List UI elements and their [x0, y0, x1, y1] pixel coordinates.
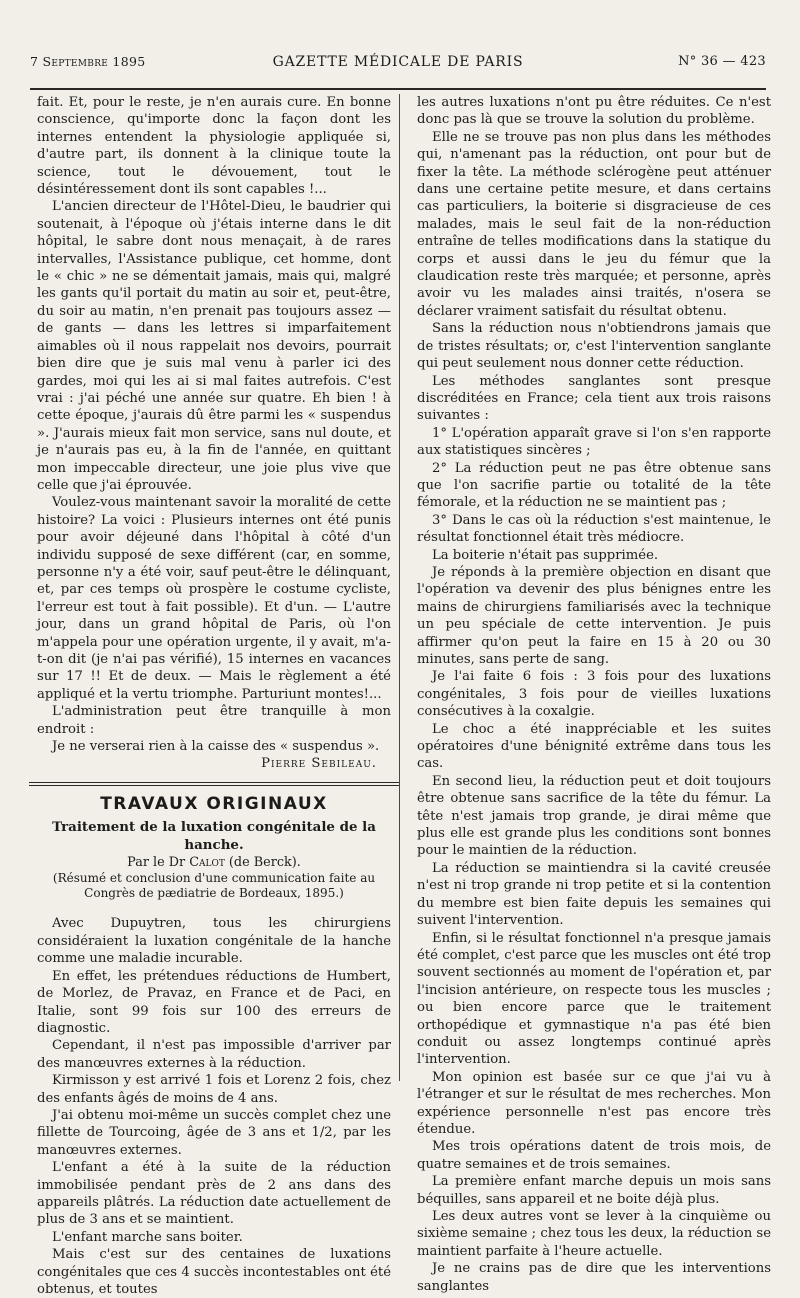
article-paragraph: Kirmisson y est arrivé 1 fois et Lorenz 2 fois, chez des enfants âgés de moins de 4 ans. — [37, 1073, 391, 1106]
paragraph: Je ne verserai rien à la caisse des « suspendus ». — [52, 739, 380, 755]
paragraph: Elle ne se trouve pas non plus dans les méthodes qui, n'amenant pas la réduction, ont pour but de fixer la tête. La méthode sclérogène peut atténuer dans une certaine petite mesure, et dans certains cas particuliers, la boiterie si disgracieuse de ces malades, mais le seul fait de la non-réduction entraîne de telles modifications dans la statique du corps et aussi dans le jeu du fémur que la claudication reste très marquée; et personne, après avoir vu les malades ainsi traités, n'osera se déclarer vraiment satisfait du résultat obtenu. — [417, 129, 771, 319]
paragraph: En second lieu, la réduction peut et doit toujours être obtenue sans sacrifice de la tête du fémur. La tête n'est jamais trop grande, je dirai même que plus elle est grande plus les conditions sont bonnes pour le maintien de la réduction. — [417, 773, 771, 859]
article-title: Traitement de la luxation congénitale de la hanche. — [52, 819, 376, 853]
section-title: TRAVAUX ORIGINAUX — [100, 793, 328, 814]
byline-prefix: Par le Dr — [127, 855, 190, 871]
paragraph: Les méthodes sanglantes sont presque discréditées en France; cela tient aux trois raisons suivantes : — [417, 373, 771, 424]
header-rule — [30, 88, 766, 90]
paragraph: Le choc a été inappréciable et les suites opératoires d'une bénignité extrême dans tous les cas. — [417, 721, 771, 772]
paragraph: La réduction se maintiendra si la cavité creusée n'est ni trop grande ni trop petite et si la contention du membre est bien faite depuis les semaines qui suivent l'intervention. — [417, 860, 771, 929]
paragraph: Voulez-vous maintenant savoir la moralité de cette histoire? La voici : Plusieurs internes ont été punis pour avoir déjeuné dans l'hôpital à côté d'un individu supposé de sexe différent (car, en somme, personne n'y a été voir, sauf peut-être le délinquant, et, par ces temps où prospère le costume cycliste, l'erreur est tout à fait possible). Et d'un. — L'autre jour, dans un grand hôpital de Paris, où l'on m'appela pour une opération urgente, il y avait, m'a-t-on dit (je n'ai pas vérifié), 15 internes en vacances sur 17 !! Et de deux. — Mais le règlement a été appliqué et la vertu triomphe. Parturiunt montes!... — [37, 495, 391, 702]
article-paragraph: L'enfant a été à la suite de la réduction immobilisée pendant près de 2 ans dans des appareils plâtrés. La réduction date actuellement de plus de 3 ans et se maintient. — [37, 1160, 391, 1228]
byline-suffix: (de Berck). — [224, 855, 301, 871]
paragraph: Enfin, si le résultat fonctionnel n'a presque jamais été complet, c'est parce que les muscles ont été trop souvent sectionnés au moment de l'opération et, par l'incision antérieure, on respecte tous les muscles ; ou bien encore parce que le traitement orthopédique et gymnastique n'a pas été bien conduit ou assez longtemps continué après l'intervention. — [417, 930, 771, 1068]
section-rule — [29, 782, 399, 783]
paragraph: 3° Dans le cas où la réduction s'est maintenue, le résultat fonctionnel était très médiocre. — [417, 512, 771, 546]
paragraph: 1° L'opération apparaît grave si l'on s'en rapporte aux statistiques sincères ; — [417, 425, 771, 459]
article-byline — [37, 854, 391, 871]
journal-title: GAZETTE MÉDICALE DE PARIS — [272, 54, 524, 70]
paragraph: L'ancien directeur de l'Hôtel-Dieu, le baudrier qui soutenait, à l'époque où j'étais interne dans le dit hôpital, le sabre dont nous menaçait, à de rares intervalles, l'Assistance publique, cet homme, dont le « chic » ne se démentait jamais, mais qui, malgré les gants qu'il portait du matin au soir et, peut-être, du soir au matin, n'en prenait pas toujours assez — de gants — dans les lettres si imparfaitement aimables où il nous rappelait nos devoirs, pourrait bien dire que je suis mal venu à parler ici des gardes, moi qui les ai si mal faites autrefois. C'est vrai : j'ai péché une année sur quatre. Eh bien ! à cette époque, j'aurais dû être parmi les « suspendus ». J'aurais mieux fait mon service, sans nul doute, et je n'aurais pas eu, à la fin de l'année, en quittant mon impeccable directeur, une joie plus vive que celle que j'ai éprouvée. — [37, 199, 391, 493]
paragraph: Je réponds à la première objection en disant que l'opération va devenir des plus bénignes entre les mains de chirurgiens familiarisés avec la technique un peu spéciale de cette intervention. Je puis affirmer qu'on peut la faire en 15 à 20 ou 30 minutes, sans perte de sang. — [417, 564, 771, 667]
article-paragraph: L'enfant marche sans boiter. — [52, 1229, 243, 1245]
right-column — [417, 94, 771, 1295]
author-name: Calot — [189, 855, 225, 871]
paragraph: Mes trois opérations datent de trois mois, de quatre semaines et de trois semaines. — [417, 1139, 771, 1172]
paragraph: fait. Et, pour le reste, je n'en aurais cure. En bonne conscience, qu'importe donc la façon dont les internes entendent la physiologie appliquée si, d'autre part, ils donnent à la clinique toute la science, tout le dévouement, tout le désintéressement dont ils sont capables !... — [37, 95, 391, 198]
paragraph: les autres luxations n'ont pu être réduites. Ce n'est donc pas là que se trouve la solution du problème. — [417, 95, 771, 128]
article-paragraph: Cependant, il n'est pas impossible d'arriver par des manœuvres externes à la réduction. — [37, 1038, 391, 1071]
paragraph: La boiterie n'était pas supprimée. — [432, 547, 659, 563]
article-paragraph: En effet, les prétendues réductions de Humbert, de Morlez, de Pravaz, en France et de Paci, en Italie, sont 99 fois sur 100 des erreurs de diagnostic. — [37, 968, 391, 1036]
signature: Pierre Sebileau. — [261, 756, 377, 772]
paragraph: Je l'ai faite 6 fois : 3 fois pour des luxations congénitales, 3 fois pour de vieilles luxations consécutives à la coxalgie. — [417, 669, 771, 720]
article-paragraph: Avec Dupuytren, tous les chirurgiens considéraient la luxation congénitale de la hanche comme une maladie incurable. — [37, 916, 391, 967]
paragraph: L'administration peut être tranquille à mon endroit : — [37, 704, 391, 737]
paragraph: Mon opinion est basée sur ce que j'ai vu à l'étranger et sur le résultat de mes recherches. Mon expérience personnelle n'est pas encore très étendue. — [417, 1069, 771, 1137]
paragraph: Je ne crains pas de dire que les interventions sanglantes — [417, 1261, 771, 1294]
section-rule — [29, 785, 399, 786]
paragraph: Les deux autres vont se lever à la cinquième ou sixième semaine ; chez tous les deux, la réduction se maintient parfaite à l'heure actuelle. — [417, 1209, 771, 1259]
article-paragraph: Mais c'est sur des centaines de luxations congénitales que ces 4 succès incontestables ont été obtenus, et toutes — [37, 1247, 391, 1297]
paragraph: La première enfant marche depuis un mois sans béquilles, sans appareil et ne boite déjà plus. — [417, 1174, 771, 1207]
running-header — [30, 50, 766, 74]
column-divider — [399, 94, 400, 1081]
article-note: (Résumé et conclusion d'une communication faite au Congrès de pædiatrie de Bordeaux, 1895.) — [52, 871, 376, 901]
article-paragraph: J'ai obtenu moi-même un succès complet chez une fillette de Tourcoing, âgée de 3 ans et 1/2, par les manœuvres externes. — [37, 1107, 391, 1158]
paragraph: 2° La réduction peut ne pas être obtenue sans que l'on sacrifie partie ou totalité de la tête fémorale, et la réduction ne se maintient pas ; — [417, 460, 771, 511]
page-number: N° 36 — 423 — [678, 54, 766, 69]
left-column — [37, 94, 391, 1298]
issue-date: 7 Septembre 1895 — [30, 54, 146, 69]
paragraph: Sans la réduction nous n'obtiendrons jamais que de tristes résultats; or, c'est l'intervention sanglante qui peut seulement nous donner cette réduction. — [417, 321, 771, 372]
